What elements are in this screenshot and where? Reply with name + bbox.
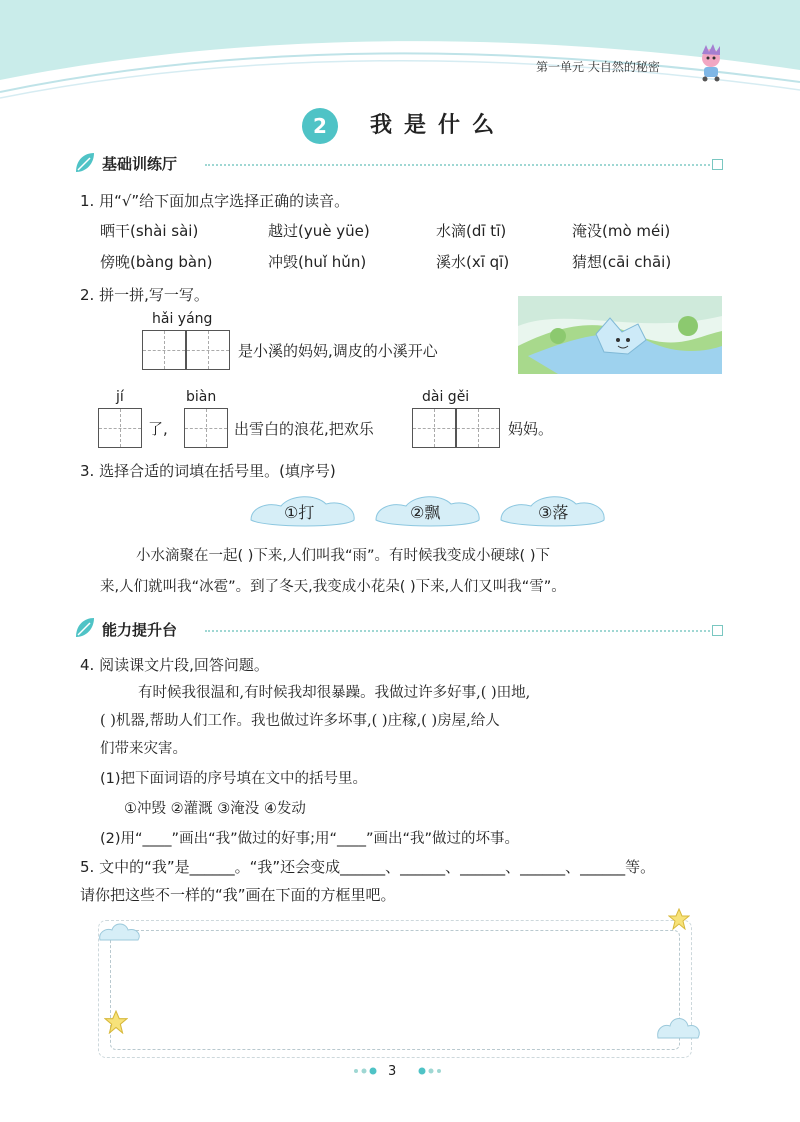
q1-prompt: 1. 用“√”给下面加点字选择正确的读音。	[80, 192, 350, 210]
q4-sub-question: (1)把下面词语的序号填在文中的括号里。	[100, 771, 368, 787]
option-label: ②飘	[410, 503, 441, 522]
q1-item: 傍晚(bàng bàn)	[100, 253, 213, 271]
section-divider	[205, 630, 710, 632]
writing-grid[interactable]	[412, 408, 456, 448]
q4-word-list: ①冲毁 ②灌溉 ③淹没 ④发动	[124, 801, 306, 817]
cloud-icon	[654, 1012, 702, 1044]
q1-item: 越过(yuè yüe)	[268, 222, 370, 240]
star-icon	[104, 1010, 128, 1034]
writing-grid[interactable]	[142, 330, 186, 370]
q3-paragraph: 小水滴聚在一起( )下来,人们叫我“雨”。有时候我变成小硬球( )下	[136, 548, 550, 564]
option-label: ③落	[538, 503, 569, 522]
cloud-icon	[96, 918, 142, 946]
q2-text: 了,	[148, 420, 168, 438]
q3-prompt: 3. 选择合适的词填在括号里。(填序号)	[80, 462, 336, 480]
section-leaf-icon	[72, 615, 98, 641]
header-band	[0, 0, 800, 100]
section-end-square	[712, 625, 723, 636]
section-divider	[205, 164, 710, 166]
q1-item: 淹没(mò méi)	[572, 222, 671, 240]
option-label: ①打	[284, 503, 315, 522]
unit-label: 第一单元 大自然的秘密	[536, 60, 660, 74]
section-title-basic: 基础训练厅	[102, 155, 178, 173]
q2-text: 是小溪的妈妈,调皮的小溪开心	[238, 342, 438, 360]
section-title-advanced: 能力提升台	[102, 621, 178, 639]
q1-item: 溪水(xī qī)	[436, 253, 510, 271]
river-illustration	[518, 296, 722, 374]
q1-item: 水滴(dī tī)	[436, 222, 507, 240]
q2-prompt: 2. 拼一拼,写一写。	[80, 286, 209, 304]
q4-passage: 有时候我很温和,有时候我却很暴躁。我做过许多好事,( )田地,	[138, 685, 531, 701]
q1-item: 晒干(shài sài)	[100, 222, 199, 240]
q4-sub-question: (2)用“____”画出“我”做过的好事;用“____”画出“我”做过的坏事。	[100, 831, 520, 847]
section-leaf-icon	[72, 150, 98, 176]
q2-pinyin: jí	[116, 389, 124, 405]
writing-grid[interactable]	[98, 408, 142, 448]
q1-item: 冲毁(huǐ hǔn)	[268, 253, 367, 271]
page-dots	[350, 1064, 450, 1078]
q2-pinyin: dài gěi	[422, 389, 470, 405]
q4-passage: 们带来灾害。	[100, 741, 187, 757]
writing-grid[interactable]	[184, 408, 228, 448]
q2-pinyin: biàn	[186, 389, 217, 405]
writing-grid[interactable]	[186, 330, 230, 370]
drawing-area[interactable]	[110, 930, 680, 1050]
q2-text: 出雪白的浪花,把欢乐	[234, 420, 374, 438]
q3-paragraph: 来,人们就叫我“冰雹”。到了冬天,我变成小花朵( )下来,人们又叫我“雪”。	[100, 579, 566, 595]
q1-item: 猜想(cāi chāi)	[572, 253, 672, 271]
q4-passage: ( )机器,帮助人们工作。我也做过许多坏事,( )庄稼,( )房屋,给人	[100, 713, 500, 729]
q5-question: 5. 文中的“我”是______。“我”还会变成______、______、______、______、______等。	[80, 858, 656, 876]
star-icon	[668, 908, 690, 930]
q2-pinyin: hǎi yáng	[152, 311, 213, 327]
lesson-number: 2	[302, 108, 338, 144]
mascot-icon	[693, 42, 729, 82]
page-title: 我是什么	[370, 112, 507, 138]
q5-instruction: 请你把这些不一样的“我”画在下面的方框里吧。	[80, 886, 396, 904]
section-end-square	[712, 159, 723, 170]
writing-grid[interactable]	[456, 408, 500, 448]
page-number: 3	[388, 1064, 397, 1079]
q4-prompt: 4. 阅读课文片段,回答问题。	[80, 656, 269, 674]
q2-text: 妈妈。	[508, 420, 554, 438]
